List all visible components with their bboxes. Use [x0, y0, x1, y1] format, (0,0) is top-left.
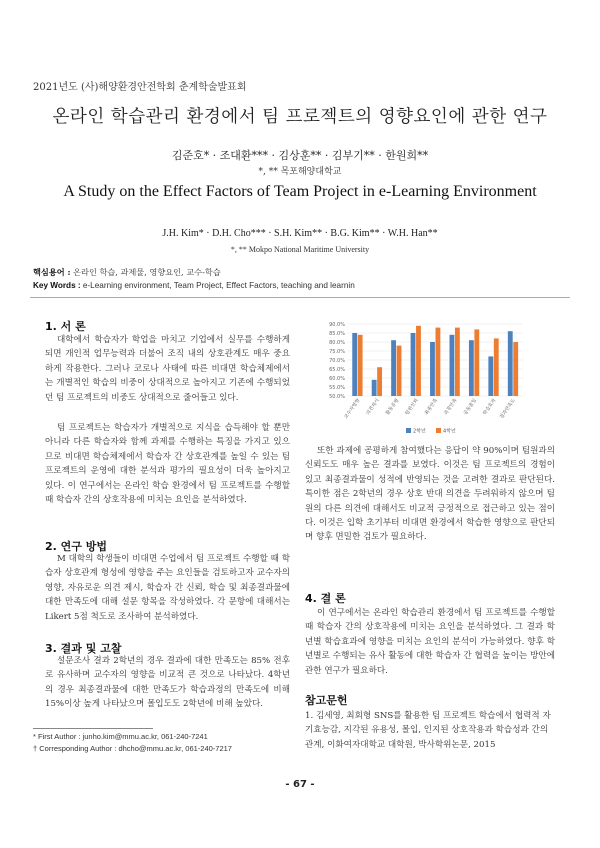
legend-label: 4학년	[443, 428, 456, 435]
x-category-label: 의견제시	[366, 398, 381, 417]
section-conclusion-title: 4. 결 론	[305, 592, 346, 605]
reference-number: 1.	[305, 711, 314, 721]
header-divider	[30, 297, 570, 298]
x-category-label: 최종만족	[424, 398, 440, 417]
y-tick-label: 70.0%	[329, 358, 345, 364]
bar-series-2	[436, 328, 441, 396]
bar-chart	[318, 318, 528, 438]
authors-english: J.H. Kim* · D.H. Cho*** · S.H. Kim** · B.G. Kim** · W.H. Han**	[162, 228, 438, 239]
y-tick-label: 55.0%	[329, 385, 345, 391]
bar-series-1	[508, 331, 513, 396]
keywords-korean	[33, 267, 221, 278]
y-tick-label: 85.0%	[329, 331, 345, 337]
section-method-title: 2. 연구 방법	[45, 540, 107, 553]
y-tick-label: 50.0%	[329, 394, 345, 400]
footnote-corresponding-author: † Corresponding Author : dhcho@mmu.ac.kr, 061-240-7217	[33, 744, 232, 753]
y-tick-label: 65.0%	[329, 367, 345, 373]
x-category-label: 팀원신뢰	[404, 398, 420, 417]
bar-series-2	[397, 346, 402, 396]
bar-series-1	[469, 340, 474, 396]
legend-swatch	[406, 428, 411, 433]
bar-series-1	[391, 340, 396, 396]
reference-text: 김세영, 최회형 SNS를 활용한 팀 프로젝트 학습에서 협력적 자기효능감, 지각된 유용성, 몰입, 인지된 상호작용과 학습성과 간의 관계, 이화여자대학교 대학원, 박사학위논문, 2015	[305, 711, 551, 750]
result-paragraph: 설문조사 결과 2학년의 경우 결과에 대한 만족도는 85% 전후로 유사하며 교수자의 영향을 비교적 큰 것으로 나타났다. 4학년의 경우 최종결과물에 대한 만족도가 학습과정의 만족도에 비해 15%이상 높게 나타났으며 몰입도도 2학년에 비해 높았다.	[45, 656, 290, 710]
section-result-title: 3. 결과 및 고찰	[45, 642, 122, 655]
bar-series-1	[411, 333, 416, 396]
page-number: - 67 -	[285, 779, 315, 790]
legend-swatch	[436, 428, 441, 433]
reference-item-1	[305, 709, 555, 752]
affiliation-korean: *, ** 목포해양대학교	[258, 167, 342, 177]
legend-label: 2학년	[413, 428, 426, 435]
footnote-first-author: * First Author : junho.kim@mmu.ac.kr, 061-240-7241	[33, 732, 208, 741]
x-category-label: 교수자영향	[343, 398, 362, 421]
bar-series-2	[455, 328, 460, 396]
section-intro-title: 1. 서 론	[45, 320, 86, 333]
y-tick-label: 75.0%	[329, 349, 345, 355]
keywords-english	[33, 281, 355, 290]
y-tick-label: 80.0%	[329, 340, 345, 346]
x-category-label: 학습효과	[482, 398, 498, 417]
intro-paragraph-2: 팀 프로젝트는 학습자가 개별적으로 지식을 습득해야 할 뿐만 아니라 다른 학습자와 함께 과제를 수행하는 특징을 가지고 있으므로 비대면 학습체제에서 학습자 간 상호관계를 높일 수 있는 팀 프로젝트의 운영에 대한 분석과 평가의 필요성이 더욱 높아지고 있다. 이 연구에서는 온라인 학습 환경에서 팀 프로젝트를 수행할 때 학습자 간의 상호작용에 미치는 요인을 분석하였다.	[45, 423, 290, 506]
method-paragraph: M 대학의 학생들이 비대면 수업에서 팀 프로젝트 수행할 때 학습자 상호관계 형성에 영향을 주는 요인들을 검토하고자 교수자의 영향, 자유로운 의견 제시, 학습자 간 신뢰, 학습 및 최종결과물에 대한 만족도에 대해 설문 항목을 작성하였다. 각 문항에 대해서는 Likert 5점 척도로 조사하여 분석하였다.	[45, 554, 290, 622]
bar-series-1	[488, 356, 493, 396]
bar-series-1	[352, 333, 357, 396]
conference-header: 2021년도 (사)해양환경안전학회 춘계학술발표회	[33, 82, 247, 93]
bar-series-1	[372, 380, 377, 396]
paper-title-english: A Study on the Effect Factors of Team Project in e-Learning Environment	[63, 183, 537, 200]
bar-series-1	[450, 335, 455, 396]
bar-series-2	[513, 342, 518, 396]
x-category-label: 활동공평	[385, 398, 401, 417]
conclusion-paragraph: 이 연구에서는 온라인 학습관리 환경에서 팀 프로젝트를 수행할 때 학습자 간의 상호작용에 미치는 요인을 분석하였다. 그 결과 학년별 학습효과에 영향을 미치는 요인의 분석이 가능하였다. 향후 학년별로 수행되는 유사 활동에 대한 학습자 간 협력을 높이는 방안에 관한 연구가 필요하다.	[305, 608, 555, 676]
bar-series-2	[377, 367, 382, 396]
y-tick-label: 60.0%	[329, 376, 345, 382]
chart-plot-area	[329, 322, 523, 435]
x-category-label: 결과만족도	[499, 398, 517, 421]
keywords-english-label: Key Words :	[33, 281, 81, 290]
result-paragraph-continued: 또한 과제에 공평하게 참여했다는 응답이 약 90%이며 팀원과의 신뢰도도 매우 높은 결과를 보였다. 이것은 팀 프로젝트의 경험이 있고 최종결과물이 성적에 반영되는 것을 고려한 결과로 판단된다. 특이한 점은 2학년의 경우 상호 반대 의견을 두려워하지 않으며 팀원의 다른 의견에 대해서도 비교적 긍정적으로 접근하고 있는 점이다. 이것은 입학 초기부터 비대면 환경에서 학습한 영향으로 판단되며 향후 면밀한 검토가 필요하다.	[305, 446, 555, 543]
paper-title-korean: 온라인 학습관리 환경에서 팀 프로젝트의 영향요인에 관한 연구	[52, 107, 548, 127]
authors-korean: 김준호* · 조대환*** · 김상훈** · 김부기** · 한원희**	[171, 149, 429, 162]
footnote-divider	[33, 728, 153, 729]
bar-series-2	[416, 326, 421, 396]
bar-series-2	[358, 335, 363, 396]
bar-series-2	[474, 329, 479, 396]
y-tick-label: 90.0%	[329, 322, 345, 328]
keywords-korean-label: 핵심용어 :	[33, 267, 71, 277]
x-category-label: 과정만족	[443, 398, 459, 417]
affiliation-english: *, ** Mokpo National Maritime University	[230, 245, 370, 254]
x-category-label: 공동몰입	[463, 398, 479, 417]
bar-series-2	[494, 338, 499, 396]
section-references-title: 참고문헌	[305, 694, 348, 707]
keywords-english-text: e-Learning environment, Team Project, Effect Factors, teaching and learnin	[82, 281, 355, 290]
bar-series-1	[430, 342, 435, 396]
intro-paragraph-1: 대학에서 학습자가 학업을 마치고 기업에서 실무를 수행하게 되면 개인적 업무능력과 더불어 조직 내의 상호관계도 매우 중요하게 작용한다. 그러나 코로나 사태에 따른 비대면 학습체제에서는 개별적인 학습의 비중이 상대적으로 높아지고 기존에 수행되었던 팀 프로젝트의 비중도 상대적으로 줄어들고 있다.	[45, 335, 290, 403]
keywords-korean-text: 온라인 학습, 과제물, 영향요인, 교수-학습	[73, 267, 221, 277]
